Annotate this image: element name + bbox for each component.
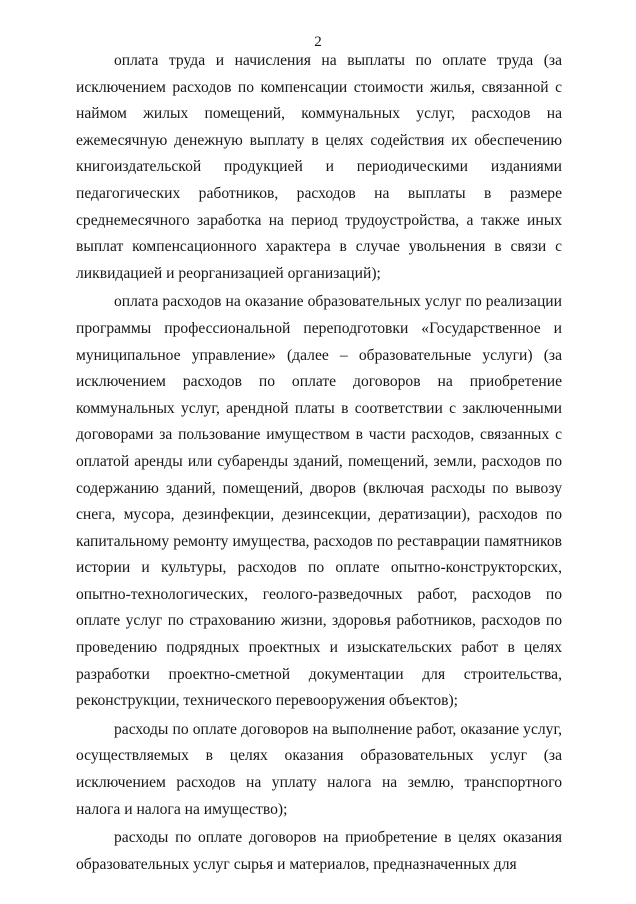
paragraph-educational-services: оплата расходов на оказание образовательных услуг по реализации программы профессиональной переподготовки «Государственное и муниципальное управление» (далее – образовательные услуги) (за исключением расходов по оплате договоров на приобретение коммунальных услуг, арендной платы в соответствии с заключенными договорами за пользование имуществом в части расходов, связанных с оплатой аренды или субаренды зданий, помещений, земли, расходов по содержанию зданий, помещений, дворов (включая расходы по вывозу снега, мусора, дезинфекции, дезинсекции, дератизации), расходов по капитальному ремонту имущества, расходов по реставрации памятников истории и культуры, расходов по оплате опытно-конструкторских, опытно-технологических, геолого-разведочных работ, расходов по оплате услуг по страхованию жизни, здоровья работников, расходов по проведению подрядных проектных и изыскательских работ в целях разработки проектно-сметной документации для строительства, реконструкции, технического перевооружения объектов);	[76, 293, 562, 710]
paragraph-works-contracts: расходы по оплате договоров на выполнение работ, оказание услуг, осуществляемых в целях оказания образовательных услуг (за исключением расходов на уплату налога на землю, транспортного налога и налога на имущество);	[76, 720, 562, 818]
paragraph-materials-purchase: расходы по оплате договоров на приобретение в целях оказания образовательных услуг сырья и материалов, предназначенных для	[76, 829, 562, 873]
paragraph-labor-payment: оплата труда и начисления на выплаты по оплате труда (за исключением расходов по компенсации стоимости жилья, связанной с наймом жилых помещений, коммунальных услуг, расходов на ежемесячную денежную выплату в целях содействия их обеспечению книгоиздательской продукцией и периодическими изданиями педагогических работников, расходов на выплаты в размере среднемесячного заработка на период трудоустройства, а также иных выплат компенсационного характера в случае увольнения в связи с ликвидацией и реорганизацией организаций);	[76, 52, 562, 282]
page-number: 2	[314, 34, 322, 50]
document-body	[76, 48, 562, 880]
